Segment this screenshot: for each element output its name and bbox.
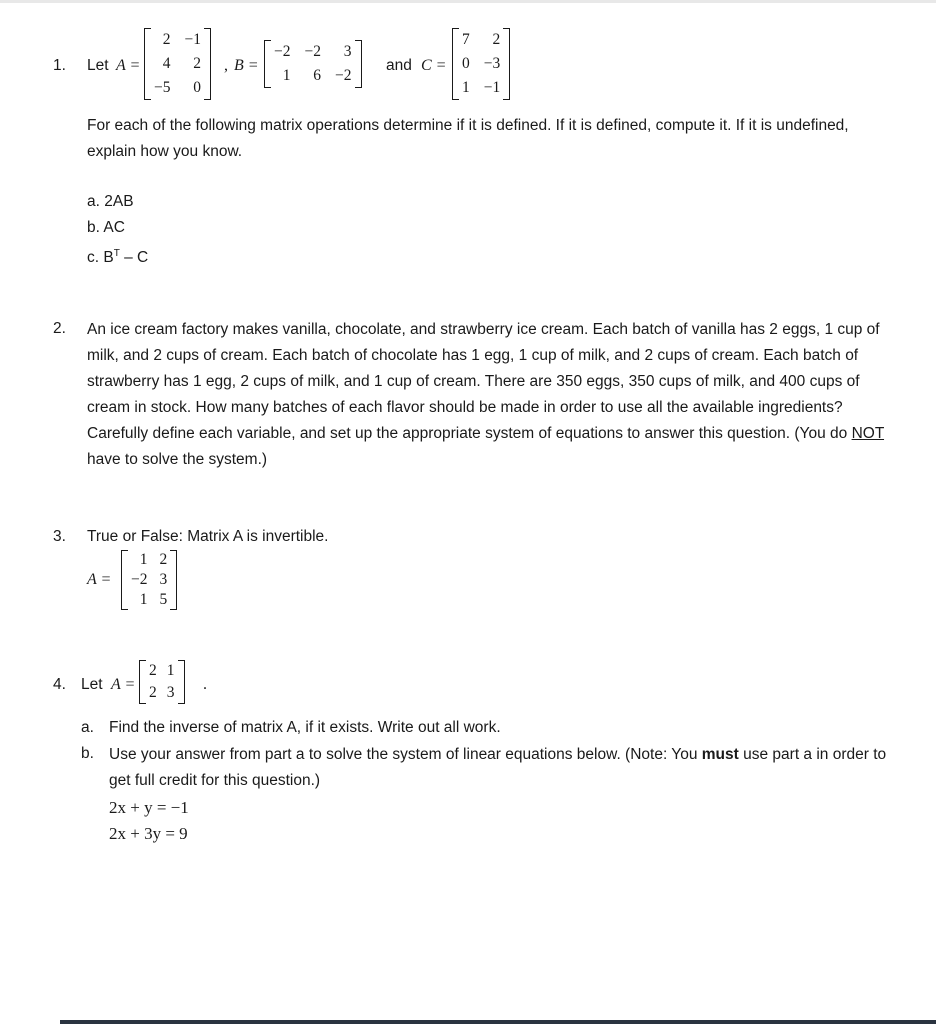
- bottom-edge: [60, 1020, 936, 1024]
- q1-matrix-B: [264, 40, 362, 88]
- q1-B-eq: B =: [234, 57, 259, 74]
- q2-text: An ice cream factory makes vanilla, chocolate, and strawberry ice cream. Each batch of vanilla has 2 eggs, 1 cup of milk, and 2 cups of cream. Each batch of chocolate has 1 egg, 1 cup of milk, and 2 cups of cream. Each batch of strawberry has 1 egg, 2 cups of milk, and 1 cup of cream. There are 350 eggs, 350 cups of milk, and 400 cups of cream in stock. How many batches of each flavor should be made in order to use all the available ingredients? Carefully define each variable, and set up the appropriate system of equations to answer this question. (You do NOT have to solve the system.): [87, 321, 885, 468]
- matrix-cell: −1: [184, 31, 201, 48]
- matrix-cell: 2: [159, 551, 168, 568]
- matrix-cell: 6: [313, 67, 321, 84]
- q2-not-emphasis: NOT: [851, 425, 885, 442]
- q3-A-eq: A =: [87, 571, 112, 588]
- q1-matrix-C: [452, 28, 510, 100]
- q1-part-c: c. $B^T$ – C: [87, 248, 149, 266]
- matrix-cell: 2: [149, 684, 157, 701]
- q4-part-b-label: b.: [81, 745, 94, 762]
- q1-part-a: a. 2AB: [87, 193, 134, 210]
- q1-and-label: and: [386, 57, 412, 74]
- matrix-cell: −2: [131, 571, 148, 588]
- matrix-cell: −1: [483, 79, 501, 96]
- q4-let-label: Let: [81, 676, 103, 693]
- matrix-cell: 1: [139, 591, 148, 608]
- q3-matrix-A: [121, 550, 177, 610]
- matrix-cell: 1: [139, 551, 148, 568]
- matrix-cell: −2: [274, 43, 291, 60]
- matrix-cell: −2: [304, 43, 321, 60]
- q1-let-label: Let: [87, 57, 109, 74]
- q4-number: 4.: [53, 676, 66, 693]
- q4-equations: [109, 795, 189, 847]
- top-edge: [0, 0, 936, 3]
- q1-A-eq: A =: [116, 57, 141, 74]
- matrix-cell: 3: [159, 571, 168, 588]
- q4-part-a: Find the inverse of matrix A, if it exists. Write out all work.: [109, 719, 501, 736]
- q1-parts: [87, 189, 148, 271]
- matrix-cell: 4: [162, 55, 171, 72]
- q4-equation-2: 2x + 3y = 9: [109, 824, 188, 843]
- matrix-cell: 2: [193, 55, 201, 72]
- q1-part-b: b. AC: [87, 219, 125, 236]
- matrix-cell: 5: [159, 591, 168, 608]
- q3-text: True or False: Matrix A is invertible.: [87, 528, 329, 545]
- matrix-cell: 0: [193, 79, 201, 96]
- matrix-cell: 2: [149, 662, 157, 679]
- q1-comma: ,: [224, 57, 228, 74]
- q2-number: 2.: [53, 320, 66, 337]
- matrix-cell: 2: [492, 31, 501, 48]
- q1-matrix-A: [144, 28, 211, 100]
- q4-equation-1: 2x + y = −1: [109, 798, 189, 817]
- matrix-cell: −3: [483, 55, 501, 72]
- matrix-cell: 1: [166, 662, 175, 679]
- q3-number: 3.: [53, 528, 66, 545]
- q4-A-eq: A =: [111, 676, 136, 693]
- q1-C-eq: C =: [421, 57, 447, 74]
- matrix-cell: −5: [154, 79, 171, 96]
- matrix-cell: 0: [462, 55, 470, 72]
- q4-period: .: [203, 676, 207, 693]
- q4-part-b: Use your answer from part a to solve the system of linear equations below. (Note: You must use part a in order to get full credit for this question.): [109, 746, 887, 789]
- matrix-cell: −2: [335, 67, 352, 84]
- matrix-cell: 7: [462, 31, 470, 48]
- matrix-cell: 3: [343, 43, 352, 60]
- q4-matrix-A: [139, 660, 185, 704]
- matrix-cell: 1: [282, 67, 291, 84]
- matrix-cell: 3: [166, 684, 175, 701]
- q1-number: 1.: [53, 57, 66, 74]
- q4-part-a-label: a.: [81, 719, 94, 736]
- q1-instruction: For each of the following matrix operations determine if it is defined. If it is defined, compute it. If it is undefined, explain how you know.: [87, 117, 849, 160]
- matrix-cell: 2: [162, 31, 171, 48]
- q4-must-emphasis: must: [701, 746, 739, 763]
- matrix-cell: 1: [462, 79, 470, 96]
